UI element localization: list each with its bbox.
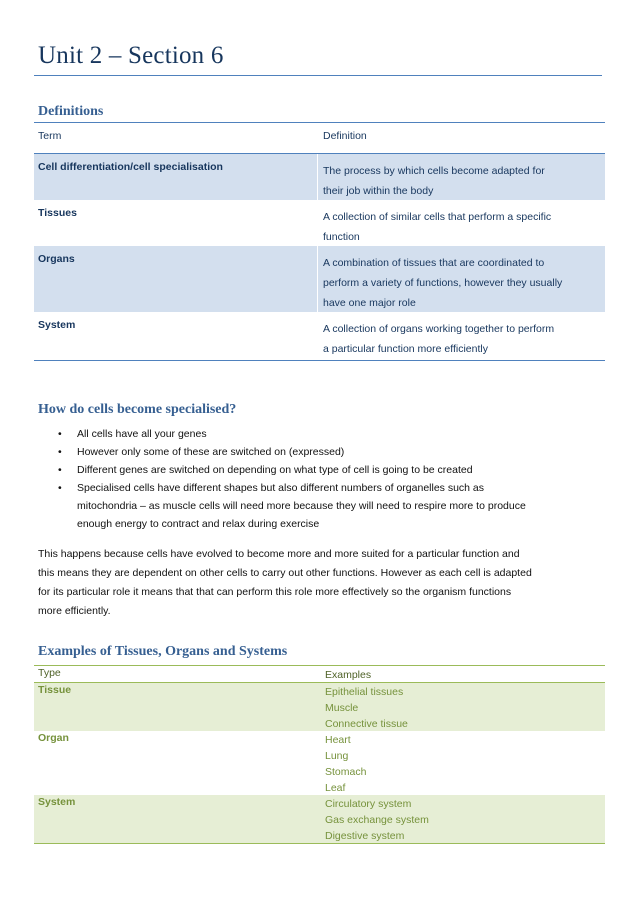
- term-cell: System: [38, 319, 76, 331]
- examples-column-header: Examples: [325, 669, 372, 681]
- examples-row-system: [34, 795, 605, 843]
- type-cell: Tissue: [38, 684, 72, 696]
- example-item: Leaf: [325, 782, 346, 794]
- bullet-text: All cells have all your genes: [77, 428, 207, 440]
- list-item: [58, 479, 603, 533]
- definition-line: A collection of similar cells that perform a specific: [323, 211, 552, 223]
- bullet-icon: •: [58, 428, 62, 440]
- definitions-heading: Definitions: [38, 104, 104, 119]
- examples-cell: [325, 732, 366, 796]
- definitions-header-row: [34, 123, 605, 154]
- example-item: Lung: [325, 750, 349, 762]
- paragraph-line: this means they are dependent on other cells to carry out other functions. However as each cell is adapted: [38, 567, 532, 579]
- definition-cell: [323, 319, 601, 359]
- example-item: Circulatory system: [325, 798, 412, 810]
- definition-column-header: Definition: [323, 130, 367, 142]
- type-cell: Organ: [38, 732, 69, 744]
- examples-row-tissue: [34, 683, 605, 731]
- example-item: Muscle: [325, 702, 359, 714]
- bullet-icon: •: [58, 464, 62, 476]
- bullet-text: enough energy to contract and relax during exercise: [77, 518, 320, 530]
- bullet-text: However only some of these are switched on (expressed): [77, 446, 345, 458]
- term-cell: Tissues: [38, 207, 77, 219]
- page-title: Unit 2 – Section 6: [38, 42, 224, 69]
- bullet-text: mitochondria – as muscle cells will need more because they will need to respire more to produce: [77, 500, 526, 512]
- example-item: Stomach: [325, 766, 367, 778]
- definition-line: The process by which cells become adapted for: [323, 165, 545, 177]
- list-item: [58, 425, 603, 443]
- paragraph-line: more efficiently.: [38, 605, 111, 617]
- list-item: [58, 461, 603, 479]
- explanation-paragraph: [38, 545, 604, 621]
- example-item: Epithelial tissues: [325, 686, 404, 698]
- definition-cell: [323, 161, 601, 201]
- examples-table: [34, 665, 605, 844]
- term-cell: Organs: [38, 253, 75, 265]
- column-divider: [317, 154, 318, 200]
- definition-line: their job within the body: [323, 185, 434, 197]
- term-column-header: Term: [38, 130, 62, 142]
- definition-row-system: [34, 312, 605, 360]
- definition-row-tissues: [34, 200, 605, 246]
- paragraph-line: This happens because cells have evolved to become more and more suited for a particular function and: [38, 548, 520, 560]
- definition-line: a particular function more efficiently: [323, 343, 488, 355]
- definition-line: A combination of tissues that are coordinated to: [323, 257, 545, 269]
- type-column-header: Type: [38, 667, 61, 679]
- definition-cell: [323, 207, 601, 247]
- specialised-heading: How do cells become specialised?: [38, 402, 237, 417]
- bullet-icon: •: [58, 446, 62, 458]
- example-item: Connective tissue: [325, 718, 408, 730]
- definition-row-organs: [34, 246, 605, 312]
- column-divider: [317, 246, 318, 312]
- definitions-table: [34, 122, 605, 361]
- example-item: Digestive system: [325, 830, 405, 842]
- definition-line: A collection of organs working together to perform: [323, 323, 555, 335]
- bullet-text: Different genes are switched on depending on what type of cell is going to be created: [77, 464, 473, 476]
- definition-cell: [323, 253, 601, 313]
- definition-line: perform a variety of functions, however they usually: [323, 277, 563, 289]
- paragraph-line: for its particular role it means that that can perform this role more effectively so the organism functions: [38, 586, 512, 598]
- title-underline: [34, 75, 602, 76]
- bullet-icon: •: [58, 482, 62, 494]
- definition-line: have one major role: [323, 297, 416, 309]
- examples-heading: Examples of Tissues, Organs and Systems: [38, 644, 288, 659]
- examples-row-organ: [34, 731, 605, 795]
- examples-cell: [325, 796, 429, 844]
- definition-row-cell-differentiation: [34, 154, 605, 200]
- term-cell: Cell differentiation/cell specialisation: [38, 161, 223, 173]
- example-item: Heart: [325, 734, 351, 746]
- examples-header-row: [34, 666, 605, 683]
- example-item: Gas exchange system: [325, 814, 429, 826]
- definition-line: function: [323, 231, 360, 243]
- bullet-text: Specialised cells have different shapes but also different numbers of organelles such as: [77, 482, 485, 494]
- type-cell: System: [38, 796, 76, 808]
- examples-cell: [325, 684, 408, 732]
- bullet-list: [58, 425, 603, 533]
- list-item: [58, 443, 603, 461]
